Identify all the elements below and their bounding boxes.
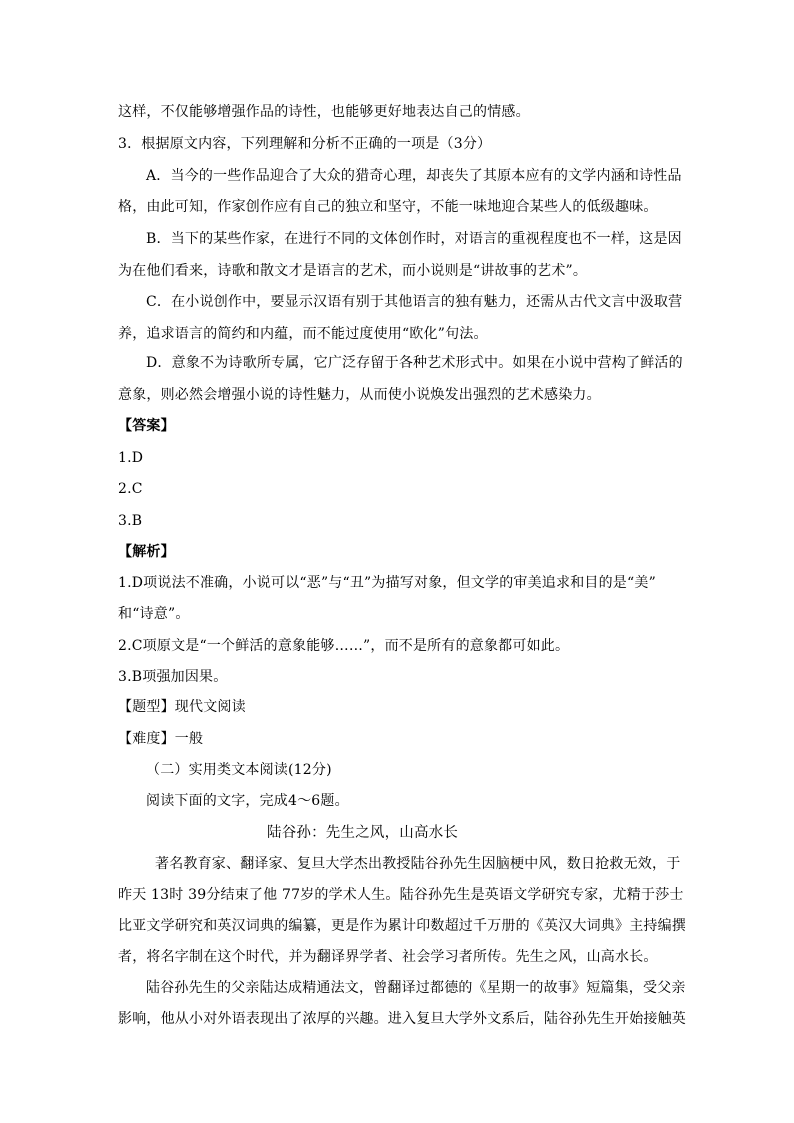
answer-heading: 【答案】 xyxy=(118,418,175,434)
analysis-heading: 【解析】 xyxy=(118,544,175,560)
article-paragraph-2-line-2: 影响，他从小对外语表现出了浓厚的兴趣。进入复旦大学外文系后，陆谷孙先生开始接触英 xyxy=(118,1011,686,1027)
option-a-line-1: A．当今的一些作品迎合了大众的猎奇心理，却丧失了其原本应有的文学内涵和诗性品 xyxy=(146,168,682,184)
section-heading: （二）实用类文本阅读(12分) xyxy=(146,762,332,778)
answer-1: 1.D xyxy=(118,450,144,466)
option-b-line-2: 为在他们看来，诗歌和散文才是语言的艺术，而小说则是“讲故事的艺术”。 xyxy=(118,263,588,279)
option-a-line-2: 格，由此可知，作家创作应有自己的独立和坚守，不能一味地迎合某些人的低级趣味。 xyxy=(118,199,658,215)
option-c-line-1: C．在小说创作中，要显示汉语有别于其他语言的独有魅力，还需从古代文言中汲取营 xyxy=(146,294,683,310)
analysis-3: 3.B项强加因果。 xyxy=(118,669,228,685)
article-paragraph-1-line-1: 著名教育家、翻译家、复旦大学杰出教授陆谷孙先生因脑梗中风，数日抢救无效，于 xyxy=(155,856,681,872)
analysis-1-line-2: 和“诗意”。 xyxy=(118,606,190,622)
question-3: 3．根据原文内容，下列理解和分析不正确的一项是（3分） xyxy=(118,136,492,152)
article-paragraph-1-line-2: 昨天 13时 39分结束了他 77岁的学术人生。陆谷孙先生是英语文学研究专家，尤精于莎士 xyxy=(118,887,684,903)
article-title: 陆谷孙：先生之风，山高水长 xyxy=(267,825,459,841)
difficulty: 【难度】一般 xyxy=(118,731,204,747)
article-paragraph-1-line-4: 者，将名字制在这个时代，并为翻译界学者、社会学习者所传。先生之风，山高水长。 xyxy=(118,949,658,965)
article-paragraph-2-line-1: 陆谷孙先生的父亲陆达成精通法文，曾翻译过都德的《星期一的故事》短篇集，受父亲 xyxy=(146,980,686,996)
paragraph-continuation: 这样，不仅能够增强作品的诗性，也能够更好地表达自己的情感。 xyxy=(118,104,530,120)
option-d-line-2: 意象，则必然会增强小说的诗性魅力，从而使小说焕发出强烈的艺术感染力。 xyxy=(118,387,601,403)
reading-instruction: 阅读下面的文字，完成4～6题。 xyxy=(146,793,349,809)
analysis-1-line-1: 1.D项说法不准确，小说可以“恶”与“丑”为描写对象，但文学的审美追求和目的是“美” xyxy=(118,575,656,591)
option-b-line-1: B．当下的某些作家，在进行不同的文体创作时，对语言的重视程度也不一样，这是因 xyxy=(146,231,682,247)
option-c-line-2: 养，追求语言的简约和内蕴，而不能过度使用“欧化”句法。 xyxy=(118,326,488,342)
question-type: 【题型】现代文阅读 xyxy=(118,699,246,715)
analysis-2: 2.C项原文是“一个鲜活的意象能够……”，而不是所有的意象都可如此。 xyxy=(118,638,570,654)
option-d-line-1: D．意象不为诗歌所专属，它广泛存留于各种艺术形式中。如果在小说中营构了鲜活的 xyxy=(146,355,683,371)
answer-3: 3.B xyxy=(118,513,143,529)
answer-2: 2.C xyxy=(118,481,143,497)
article-paragraph-1-line-3: 比亚文学研究和英汉词典的编纂，更是作为累计印数超过千万册的《英汉大词典》主持编撰 xyxy=(118,918,686,934)
